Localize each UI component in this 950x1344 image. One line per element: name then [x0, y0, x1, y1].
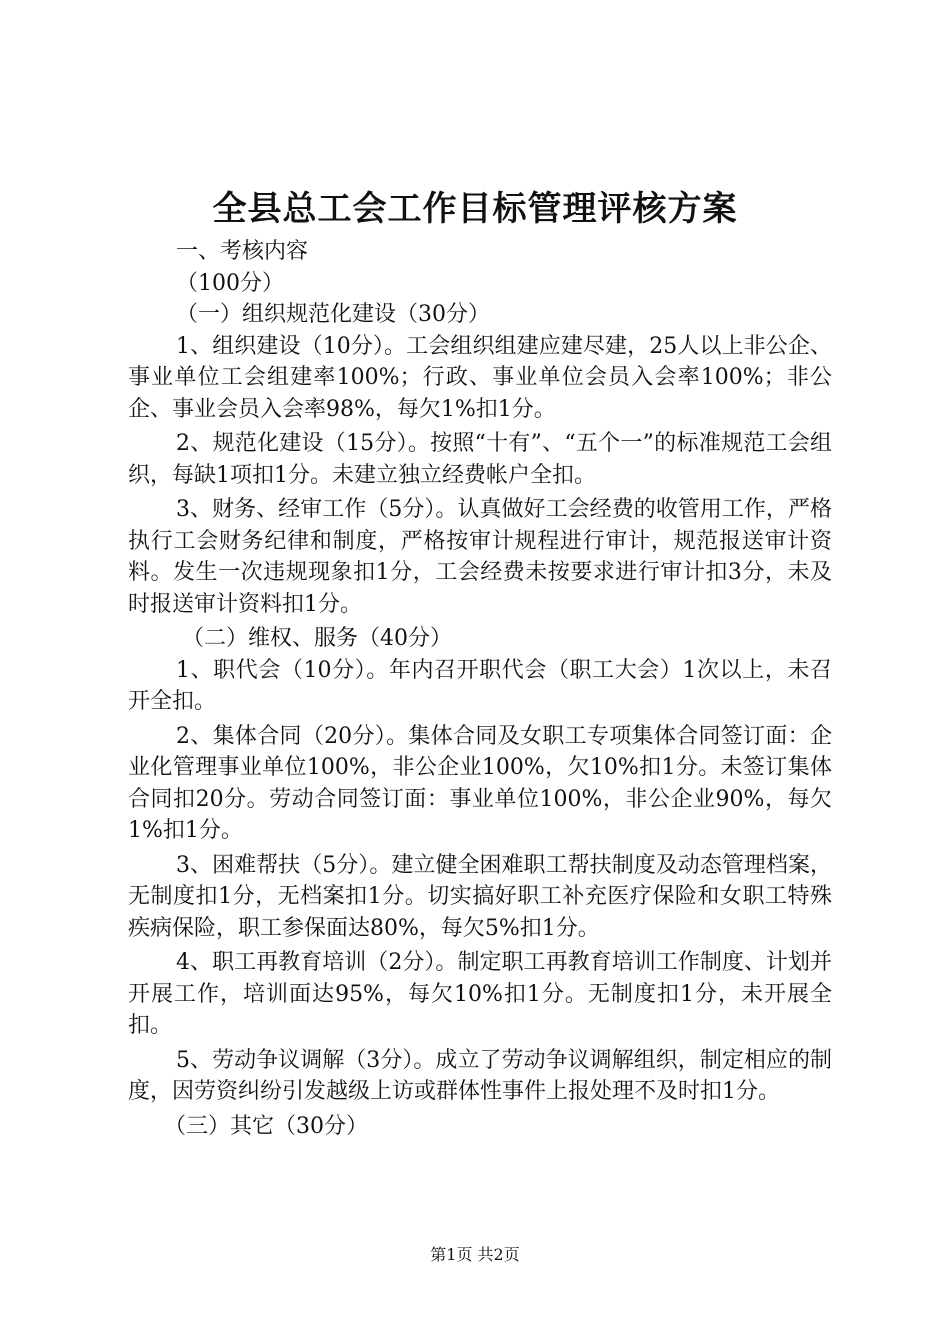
section-2-item-1: 1、职代会（10分）。年内召开职代会（职工大会）1次以上，未召开全扣。: [128, 657, 832, 714]
section-2-item-4: 4、职工再教育培训（2分）。制定职工再教育培训工作制度、计划并开展工作，培训面达95%，每欠10%扣1分。无制度扣1分，未开展全扣。: [128, 950, 832, 1038]
section-1-item-2: 2、规范化建设（15分）。按照“十有”、“五个一”的标准规范工会组织，每缺1项扣1分。未建立独立经费帐户全扣。: [128, 431, 832, 488]
heading-assessment-content: 一、考核内容: [176, 239, 309, 264]
document-title: 全县总工会工作目标管理评核方案: [212, 189, 738, 229]
section-3-heading: （三）其它（30分）: [164, 1113, 368, 1139]
document-body: [128, 236, 832, 1142]
section-1-heading: （一）组织规范化建设（30分）: [176, 302, 490, 327]
section-2-item-3: 3、困难帮扶（5分）。建立健全困难职工帮扶制度及动态管理档案，无制度扣1分，无档案扣1分。切实搞好职工补充医疗保险和女职工特殊疾病保险，职工参保面达80%，每欠5%扣1分。: [128, 852, 832, 941]
section-2-item-5: 5、劳动争议调解（3分）。成立了劳动争议调解组织，制定相应的制度，因劳资纠纷引发越级上访或群体性事件上报处理不及时扣1分。: [128, 1047, 832, 1104]
page-footer: 第1页 共2页: [430, 1245, 520, 1264]
section-2-heading: （二）维权、服务（40分）: [182, 626, 452, 651]
section-1-item-1: 1、组织建设（10分）。工会组织组建应建尽建，25人以上非公企、事业单位工会组建率100%；行政、事业单位会员入会率100%；非公企、事业会员入会率98%，每欠1%扣1分。: [128, 333, 832, 422]
total-score: （100分）: [176, 270, 284, 296]
section-2-item-2: 2、集体合同（20分）。集体合同及女职工专项集体合同签订面：企业化管理事业单位100%，非公企业100%，欠10%扣1分。未签订集体合同扣20分。劳动合同签订面：事业单位100%，非公企业90%，每欠1%扣1分。: [128, 723, 832, 843]
section-1-item-3: 3、财务、经审工作（5分）。认真做好工会经费的收管用工作，严格执行工会财务纪律和制度，严格按审计规程进行审计，规范报送审计资料。发生一次违规现象扣1分，工会经费未按要求进行审计扣3分，未及时报送审计资料扣1分。: [128, 497, 832, 617]
